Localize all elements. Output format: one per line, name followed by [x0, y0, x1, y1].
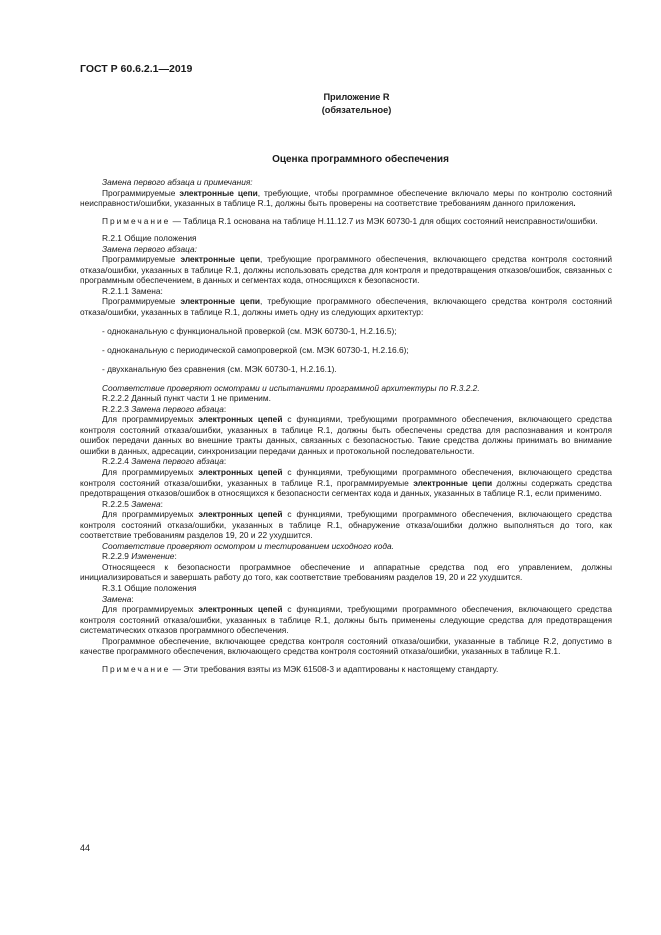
- r229-heading: R.2.2.9 Изменение:: [102, 551, 177, 562]
- intro-paragraph: Программируемые электронные цепи, требующие, чтобы программное обеспечение включало меры по контролю состояний неисправности/ошибки, указанных в таблице R.1, должны быть проверены на соответствие требованиям данного приложения.: [80, 187, 612, 209]
- annex-title: Приложение R: [323, 92, 390, 102]
- r21-heading: R.2.1 Общие положения: [102, 233, 197, 244]
- r31-heading: R.3.1 Общие положения: [102, 582, 197, 593]
- r21-paragraph: Программируемые электронные цепи, требующие программного обеспечения, включающего средства контроля состояний отказа/ошибки, указанных в таблице R.1, должны использовать средства для контроля и предотвращения отказов/ошибок, связанных с программным обеспечением, в данных и сегментах кода, относящихся к безопасности.: [80, 254, 613, 286]
- document-body: [80, 177, 612, 674]
- r225-paragraph: Для программируемых электронных цепей с функциями, требующими программного обеспечения, включающего средства контроля состояний отказа/ошибки, указанных в таблице R.1, обнаружение отказа/ошибки должно выполняться до того, как соответствие требованиям разделов 19, 20 и 22 ухудшится.: [80, 509, 613, 541]
- r211-heading: R.2.1.1 Замена:: [102, 285, 163, 296]
- r31-paragraph-1: Для программируемых электронных цепей с функциями, требующими программного обеспечения, включающего средства контроля состояний отказа/ошибки, указанных в таблице R.1, должны быть применены следующие средства для предотвращения систематических отказов программного обеспечения.: [80, 604, 613, 636]
- intro-note: Примечание — Таблица R.1 основана на таблице H.11.12.7 из МЭК 60730-1 для общих состояний неисправности/ошибки.: [102, 215, 598, 226]
- page-number: 44: [80, 843, 91, 853]
- r31-note: Примечание — Эти требования взяты из МЭК 61508-3 и адаптированы к настоящему стандарту.: [102, 663, 499, 674]
- r31-replace-note: Замена:: [102, 593, 134, 604]
- r224-heading: R.2.2.4 Замена первого абзаца:: [102, 456, 227, 467]
- r225-compliance: Соответствие проверяют осмотром и тестированием исходного кода.: [102, 540, 394, 551]
- r211-compliance: Соответствие проверяют осмотрами и испытаниями программной архитектуры по R.3.2.2.: [102, 382, 480, 393]
- architecture-list-item: - одноканальную с функциональной проверкой (см. МЭК 60730-1, H.2.16.5);: [80, 326, 612, 337]
- annex-heading: [0, 91, 661, 117]
- r229-paragraph: Относящееся к безопасности программное обеспечение и аппаратные средства под его управлением, должны инициализироваться и завершать работу до того, как соответствие требованиям разделов 19, 20 и 22 ухудшится.: [80, 561, 612, 583]
- r223-paragraph: Для программируемых электронных цепей с функциями, требующими программного обеспечения, включающего средства контроля состояний отказа/ошибки, указанных в таблице R.1, должны быть обеспечены средства для распознавания и контроля ошибок передачи данных во внешние тракты данных, связанных с безопасностью. Такие средства должны принимать во внимание ошибки в данных, адресации, синхронизации передачи данных и протокольной последовательности.: [80, 414, 613, 456]
- architecture-list-item: - одноканальную с периодической самопроверкой (см. МЭК 60730-1, H.2.16.6);: [80, 345, 612, 356]
- r224-paragraph: Для программируемых электронных цепей с функциями, требующими программного обеспечения, включающего средства контроля состояний отказа/ошибки, указанных в таблице R.1, программируемые электронные цепи должны содержать средства предотвращения отказов/ошибок в относящихся к безопасности сегментах кода и данных, указанных в таблице R.1, если применимо.: [80, 466, 613, 499]
- section-title: Оценка программного обеспечения: [272, 154, 449, 165]
- r211-paragraph: Программируемые электронные цепи, требующие программного обеспечения, включающего средства контроля состояний отказа/ошибки, указанных в таблице R.1, должны иметь одну из следующих архитектур:: [80, 296, 613, 318]
- r223-heading: R.2.2.3 Замена первого абзаца:: [102, 403, 227, 414]
- r31-paragraph-2: Программное обеспечение, включающее средства контроля состояний отказа/ошибки, указанные в таблице R.2, допустимо в качестве программного обеспечения, включающего средства контроля состояний отказа/ошибки, указанных в таблице R.1.: [80, 635, 612, 657]
- intro-replace-note: Замена первого абзаца и примечания:: [102, 177, 253, 187]
- r225-heading: R.2.2.5 Замена:: [102, 498, 163, 509]
- architecture-list-item: - двухканальную без сравнения (см. МЭК 60730-1, H.2.16.1).: [80, 364, 612, 375]
- document-header: ГОСТ Р 60.6.2.1—2019: [80, 63, 193, 75]
- r222-paragraph: R.2.2.2 Данный пункт части 1 не применим.: [102, 393, 271, 404]
- annex-status: (обязательное): [321, 105, 392, 115]
- r21-replace-note: Замена первого абзаца:: [102, 243, 197, 254]
